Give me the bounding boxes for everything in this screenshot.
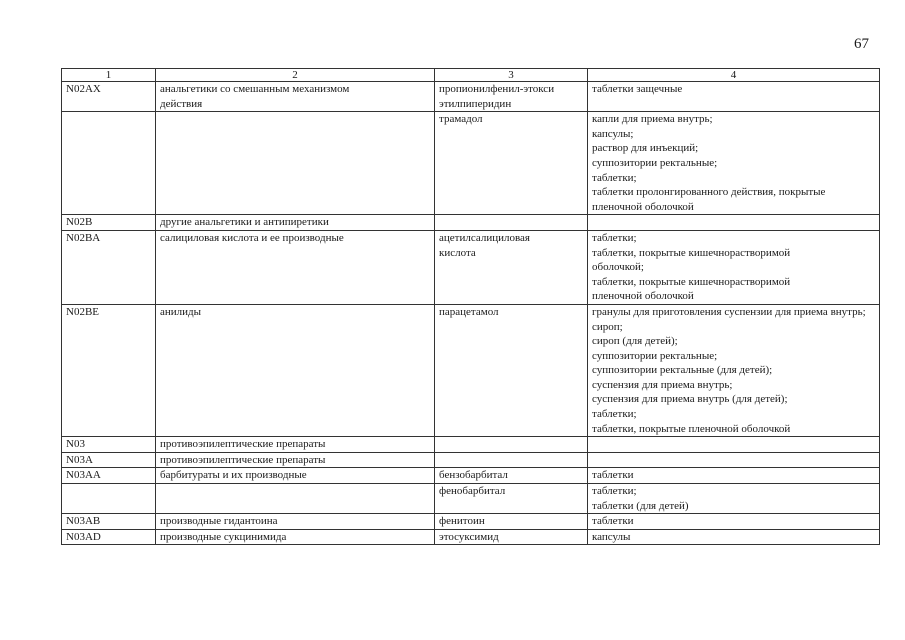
dosage-forms-cell [588,82,880,112]
dosage-forms-cell [588,452,880,468]
dosage-form: таблетки; [592,231,637,244]
dosage-form: таблетки [592,515,634,528]
dosage-forms-cell [588,437,880,453]
dosage-forms-cell [588,484,880,514]
header-col-4: 4 [588,69,880,82]
table-header [62,69,880,82]
dosage-form: таблетки [592,469,634,482]
atc-code-cell: N03AA [62,468,156,484]
dosage-form: суппозитории ректальные; [592,156,718,169]
dosage-form: капсулы [592,530,631,543]
dosage-form: сироп; [592,320,623,333]
dosage-form: суппозитории ректальные (для детей); [592,364,773,377]
header-col-2: 2 [156,69,435,82]
drug-name-cell: парацетамол [435,304,588,436]
table-row [62,484,880,514]
dosage-form: раствор для инъекций; [592,142,699,155]
group-name-cell: производные гидантоина [156,514,435,530]
header-row [62,69,880,82]
atc-code-cell: N02B [62,215,156,231]
table-body [62,82,880,545]
page-number: 67 [854,36,869,52]
atc-code-cell: N02BA [62,230,156,304]
drug-name-cell: фенитоин [435,514,588,530]
drug-name-cell: бензобарбитал [435,468,588,484]
group-name-cell: другие анальгетики и антипиретики [156,215,435,231]
dosage-form: таблетки, покрытые пленочной оболочкой [592,422,791,435]
dosage-form: капсулы; [592,127,634,140]
table-row [62,452,880,468]
dosage-form: таблетки пролонгированного действия, покрытые пленочной оболочкой [592,186,826,213]
drug-name-cell [435,215,588,231]
dosage-forms-cell [588,215,880,231]
atc-code-cell: N02BE [62,304,156,436]
dosage-forms-cell [588,514,880,530]
dosage-form: таблетки; [592,485,637,498]
drug-name-cell: трамадол [435,112,588,215]
drug-name-cell: этосуксимид [435,529,588,545]
dosage-form: суппозитории ректальные; [592,349,718,362]
group-name-cell [156,82,435,112]
group-name-cell: салициловая кислота и ее производные [156,230,435,304]
dosage-form: гранулы для приготовления суспензии для приема внутрь; [592,305,866,318]
group-name-cell [156,112,435,215]
table-row [62,230,880,304]
group-name-cell: барбитураты и их производные [156,468,435,484]
dosage-forms-cell [588,529,880,545]
header-col-3: 3 [435,69,588,82]
dosage-form: таблетки (для детей) [592,499,689,512]
drug-name-cell: фенобарбитал [435,484,588,514]
dosage-forms-cell [588,112,880,215]
drug-name-cell [435,452,588,468]
table-row [62,468,880,484]
dosage-forms-cell [588,304,880,436]
drug-name: пропионилфенил-этоксиэтилпиперидин [439,83,555,110]
group-name: анальгетики со смешанным механизмом действия [160,83,350,110]
group-name-cell [156,484,435,514]
dosage-form: капли для приема внутрь; [592,113,713,126]
atc-code-cell: N03 [62,437,156,453]
atc-code-cell: N03AB [62,514,156,530]
table-row [62,514,880,530]
dosage-form: таблетки; [592,171,637,184]
table-row [62,437,880,453]
drug-name-cell [435,230,588,304]
dosage-form: таблетки защечные [592,83,683,95]
atc-code-cell: N02AX [62,82,156,112]
dosage-form: таблетки; [592,408,637,421]
dosage-form: сироп (для детей); [592,335,678,348]
header-col-1: 1 [62,69,156,82]
group-name-cell: противоэпилептические препараты [156,437,435,453]
atc-code-cell [62,112,156,215]
atc-code-cell [62,484,156,514]
drug-name-cell [435,82,588,112]
atc-code-cell: N03A [62,452,156,468]
dosage-form: таблетки, покрытые кишечнорастворимой пленочной оболочкой [592,275,791,303]
dosage-forms-cell [588,468,880,484]
dosage-form: таблетки, покрытые кишечнорастворимой оболочкой; [592,246,791,274]
group-name-cell: анилиды [156,304,435,436]
table-row [62,215,880,231]
table-row [62,82,880,112]
group-name-cell: производные сукцинимида [156,529,435,545]
group-name-cell: противоэпилептические препараты [156,452,435,468]
table-row [62,304,880,436]
medication-table [61,68,880,545]
drug-name: ацетилсалициловая кислота [439,231,530,259]
dosage-forms-cell [588,230,880,304]
atc-code-cell: N03AD [62,529,156,545]
table-row [62,529,880,545]
dosage-form: суспензия для приема внутрь; [592,378,733,391]
drug-name-cell [435,437,588,453]
table-row [62,112,880,215]
dosage-form: суспензия для приема внутрь (для детей); [592,393,788,406]
